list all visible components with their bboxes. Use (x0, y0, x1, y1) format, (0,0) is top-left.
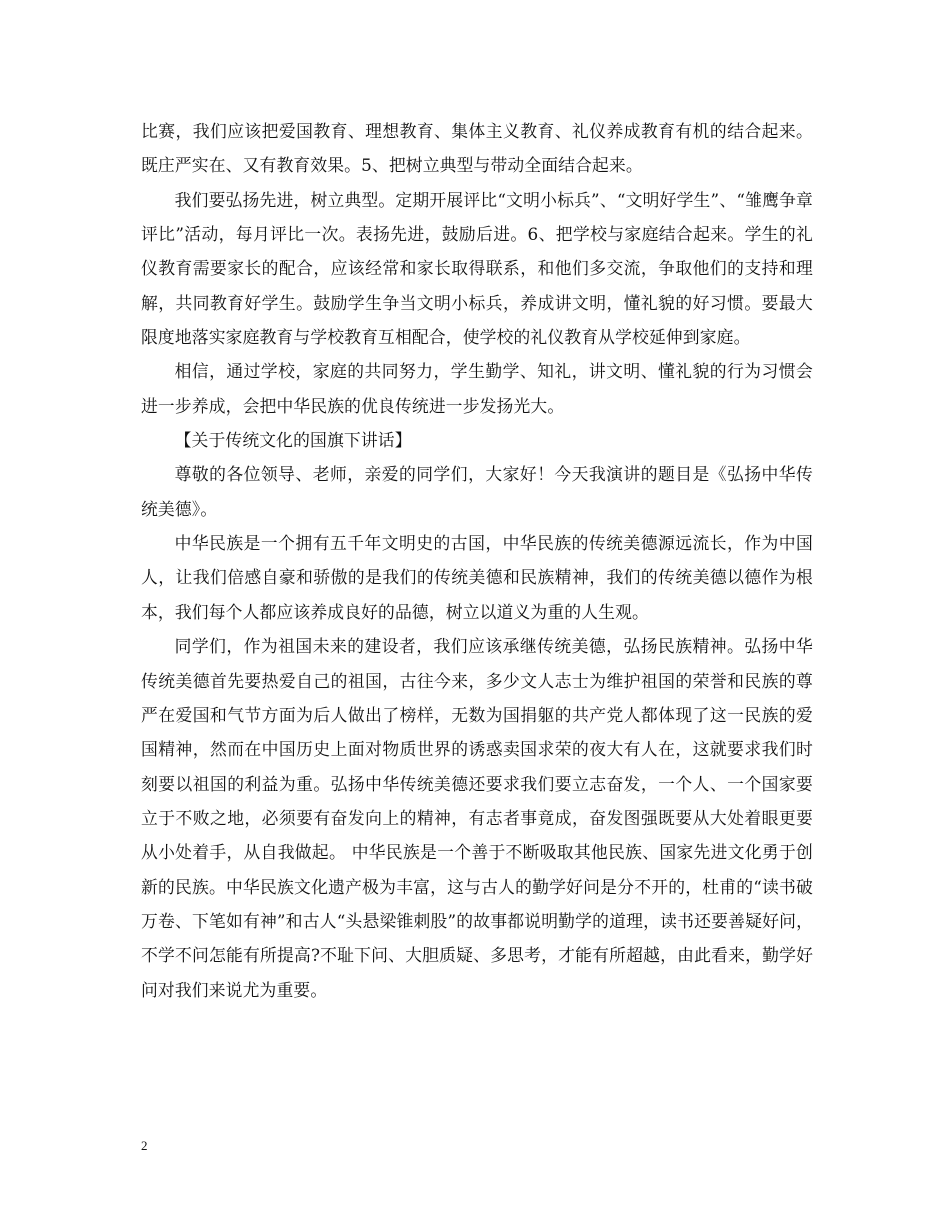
paragraph: 尊敬的各位领导、老师，亲爱的同学们，大家好！今天我演讲的题目是《弘扬中华传统美德》。 (141, 464, 813, 519)
paragraph: 比赛，我们应该把爱国教育、理想教育、集体主义教育、礼仪养成教育有机的结合起来。既庄严实在、又有教育效果。5、把树立典型与带动全面结合起来。 (141, 121, 813, 176)
paragraph: 相信，通过学校，家庭的共同努力，学生勤学、知礼，讲文明、懂礼貌的行为习惯会进一步养成，会把中华民族的优良传统进一步发扬光大。 (141, 361, 813, 416)
paragraph: 同学们，作为祖国未来的建设者，我们应该承继传统美德，弘扬民族精神。弘扬中华传统美德首先要热爱自己的祖国，古往今来，多少文人志士为维护祖国的荣誉和民族的尊严在爱国和气节方面为后人做出了榜样，无数为国捐躯的共产党人都体现了这一民族的爱国精神，然而在中国历史上面对物质世界的诱惑卖国求荣的夜大有人在，这就要求我们时刻要以祖国的利益为重。弘扬中华传统美德还要求我们要立志奋发，一个人、一个国家要立于不败之地，必须要有奋发向上的精神，有志者事竟成，奋发图强既要从大处着眼更要从小处着手，从自我做起。 中华民族是一个善于不断吸取其他民族、国家先进文化勇于创新的民族。中华民族文化遗产极为丰富，这与古人的勤学好问是分不开的，杜甫的“读书破万卷、下笔如有神”和古人“头悬梁锥刺股”的故事都说明勤学的道理，读书还要善疑好问，不学不问怎能有所提高?不耻下问、大胆质疑、多思考，才能有所超越，由此看来，勤学好问对我们来说尤为重要。 (141, 636, 813, 1000)
document-body (141, 114, 813, 1007)
paragraph: 我们要弘扬先进，树立典型。定期开展评比“文明小标兵”、“文明好学生”、“雏鹰争章评比”活动，每月评比一次。表扬先进，鼓励后进。6、把学校与家庭结合起来。学生的礼仪教育需要家长的配合，应该经常和家长取得联系，和他们多交流，争取他们的支持和理解，共同教育好学生。鼓励学生争当文明小标兵，养成讲文明，懂礼貌的好习惯。要最大限度地落实家庭教育与学校教育互相配合，使学校的礼仪教育从学校延伸到家庭。 (141, 189, 813, 348)
page-number: 2 (141, 1138, 148, 1153)
section-heading: 【关于传统文化的国旗下讲话】 (174, 430, 412, 451)
paragraph: 中华民族是一个拥有五千年文明史的古国，中华民族的传统美德源远流长，作为中国人，让我们倍感自豪和骄傲的是我们的传统美德和民族精神，我们的传统美德以德作为根本，我们每个人都应该养成良好的品德，树立以道义为重的人生观。 (141, 533, 813, 622)
